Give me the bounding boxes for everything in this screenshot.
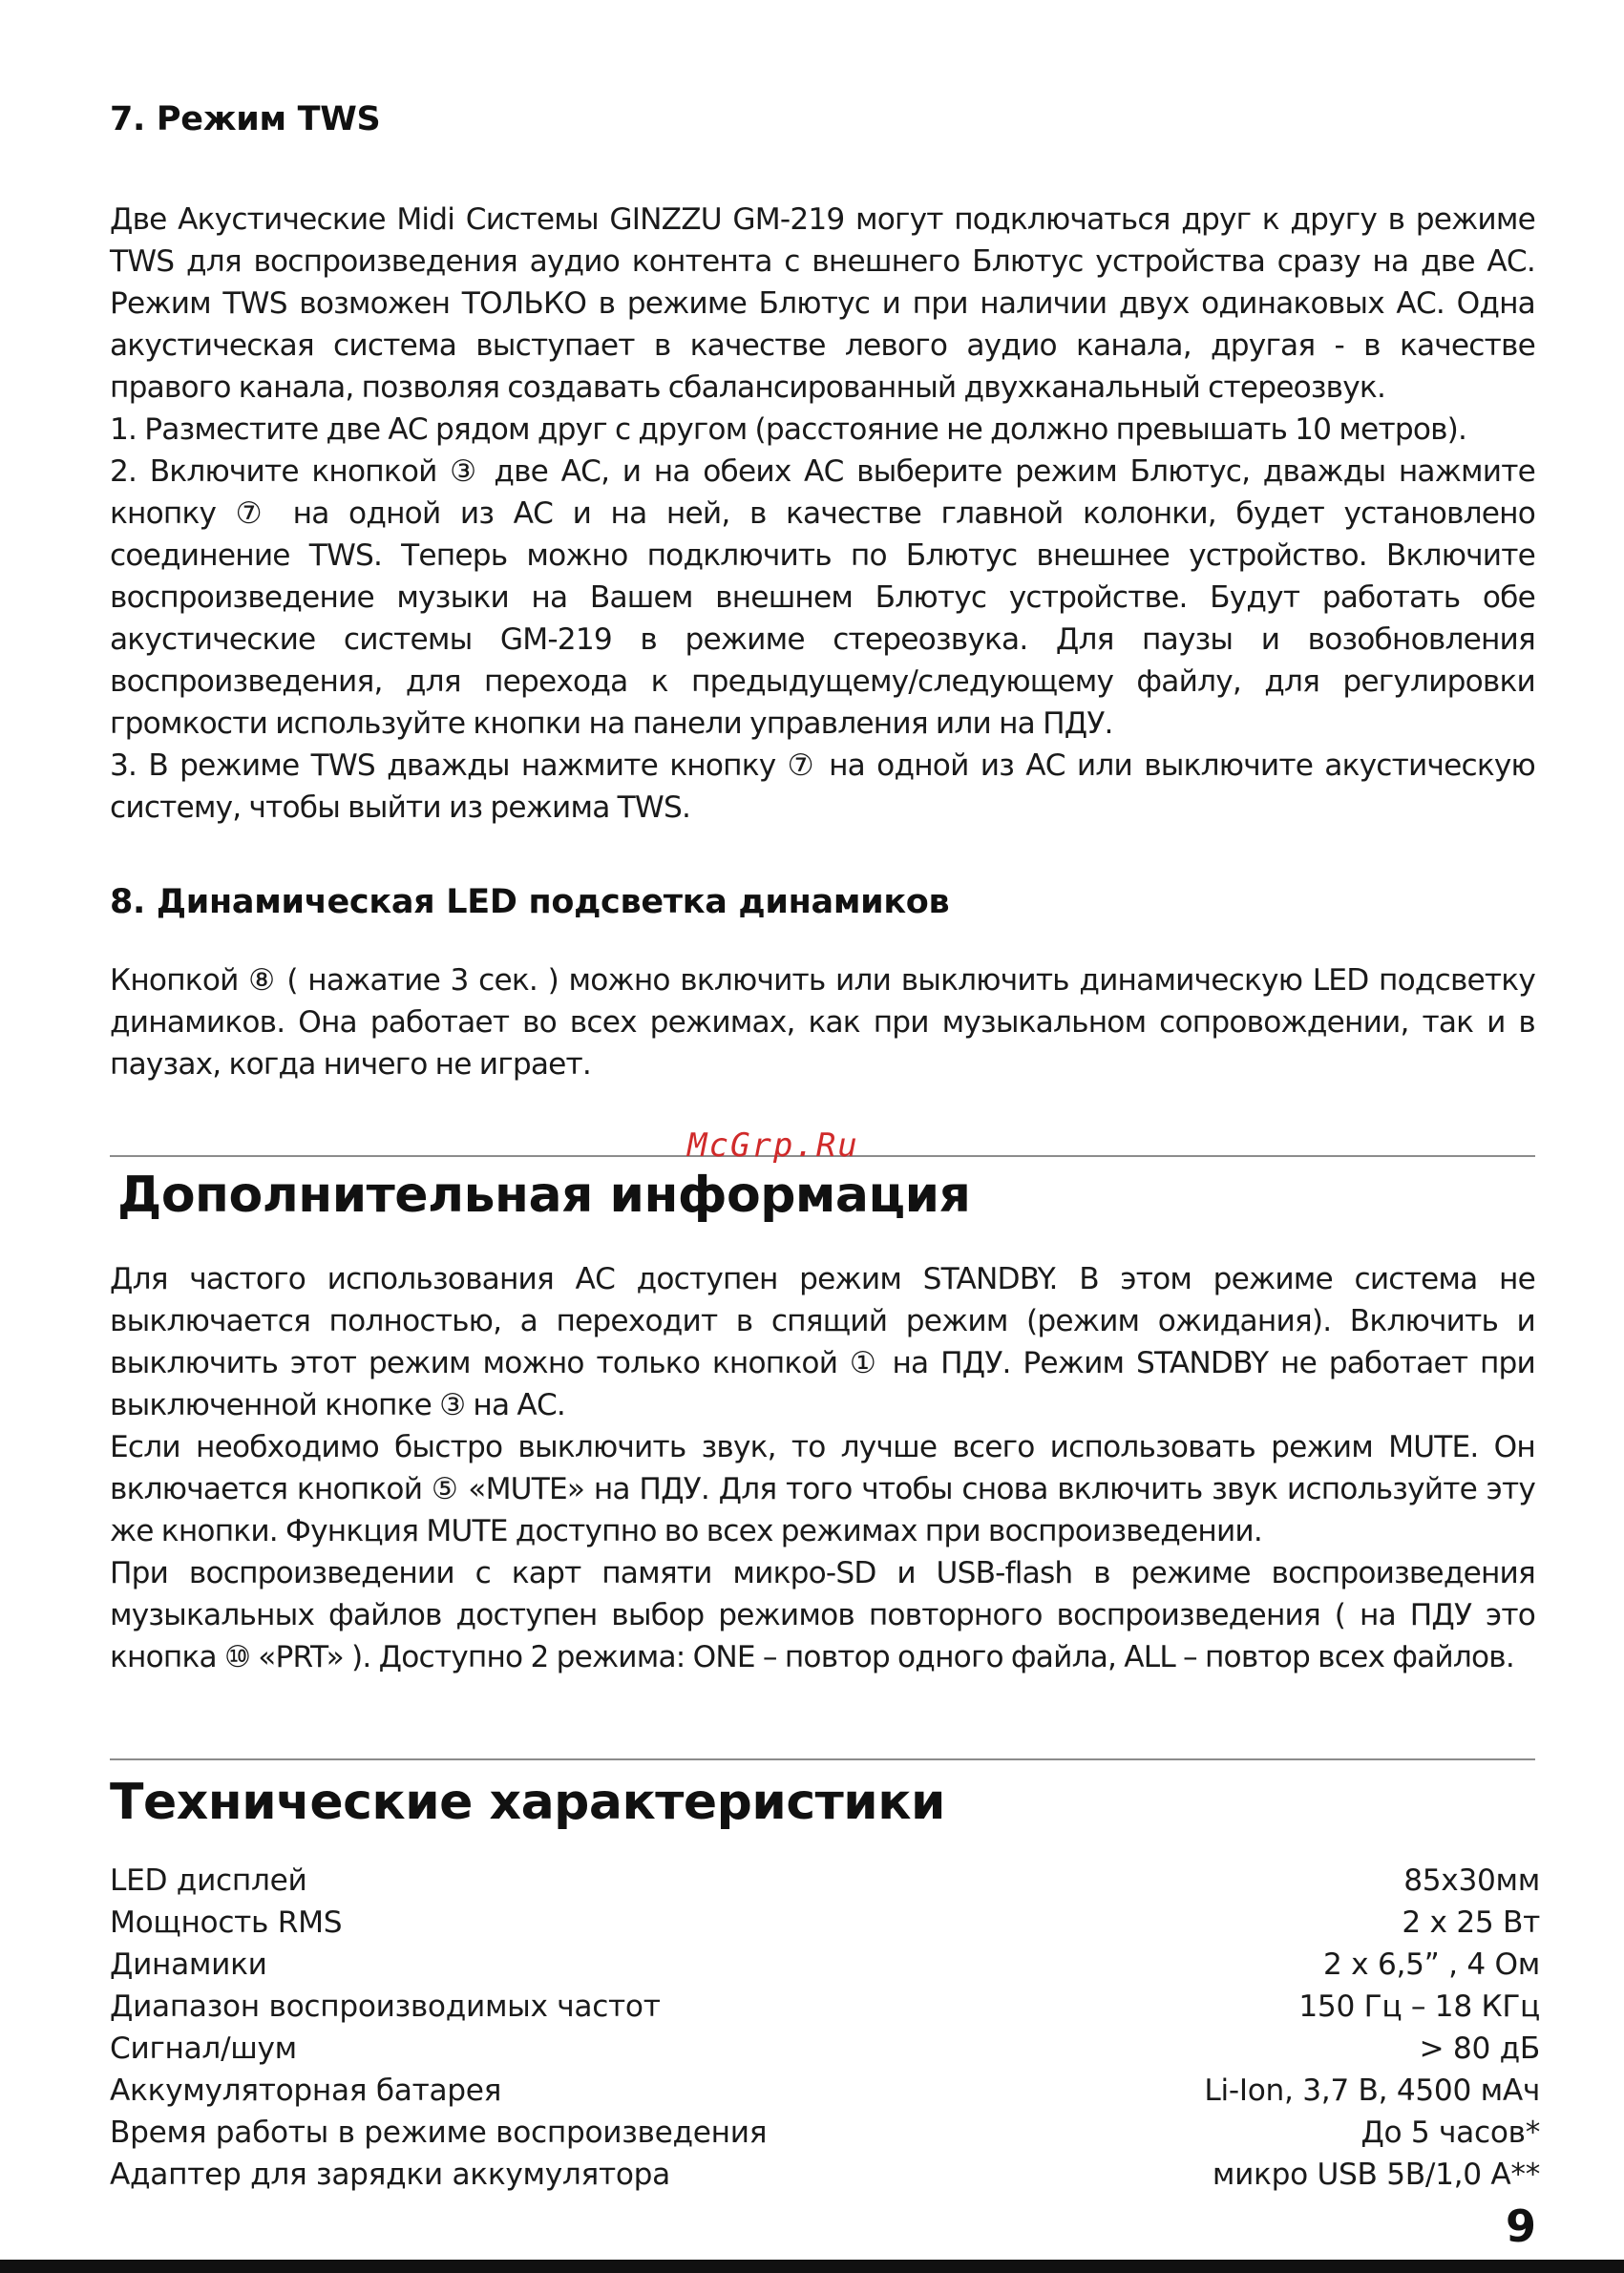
spec-label: Динамики — [110, 1947, 267, 1982]
led-body — [110, 959, 1535, 1085]
tws-intro: Две Акустические Midi Системы GINZZU GM-219 могут подключаться друг к другу в режиме TWS для воспроизведения аудио контента с внешнего Блютус устройства сразу на две АС. Режим TWS возможен ТОЛЬКО в режиме Блютус и при наличии двух одинаковых АС. Одна акустическая система выступает в качестве левого аудио канала, другая - в качестве правого канала, позволяя создавать сбалансированный двухканальный стереозвук. — [110, 202, 1535, 405]
spec-value: > 80 дБ — [1419, 2031, 1540, 2066]
led-text: Кнопкой ⑧ ( нажатие 3 сек. ) можно включить или выключить динамическую LED подсветку динамиков. Она работает во всех режимах, как при музыкальном сопровождении, так и в паузах, когда ничего не играет. — [110, 963, 1535, 1082]
standby-paragraph: Для частого использования АС доступен режим STANDBY. В этом режиме система не выключается полностью, а переходит в спящий режим (режим ожидания). Включить и выключить этот режим можно только кнопкой ① на ПДУ. Режим STANDBY не работает при выключенной кнопке ③ на АС. — [110, 1262, 1535, 1422]
spec-value: 2 x 25 Вт — [1402, 1905, 1540, 1940]
spec-value: До 5 часов* — [1360, 2115, 1540, 2150]
tws-step-1: 1. Разместите две АС рядом друг с другом (расстояние не должно превышать 10 метров). — [110, 412, 1467, 447]
spec-row — [110, 1902, 1540, 1944]
spec-row — [110, 2028, 1540, 2070]
tws-body — [110, 199, 1535, 829]
spec-row — [110, 2154, 1540, 2196]
led-heading: 8. Динамическая LED подсветка динамиков — [110, 883, 950, 921]
page-bottom-bar — [0, 2260, 1624, 2273]
additional-info-body — [110, 1258, 1535, 1678]
page-number: 9 — [1505, 2200, 1536, 2252]
additional-info-heading: Дополнительная информация — [117, 1167, 971, 1224]
spec-label: LED дисплей — [110, 1863, 307, 1898]
spec-row — [110, 2112, 1540, 2154]
spec-label: Сигнал/шум — [110, 2031, 297, 2066]
spec-label: Диапазон воспроизводимых частот — [110, 1989, 661, 2024]
tws-step-3: 3. В режиме TWS дважды нажмите кнопку ⑦ на одной из АС или выключите акустическую систему, чтобы выйти из режима TWS. — [110, 748, 1535, 825]
spec-label: Мощность RMS — [110, 1905, 343, 1940]
spec-row — [110, 1860, 1540, 1902]
watermark: McGrp.Ru — [687, 1126, 859, 1165]
tws-heading: 7. Режим TWS — [110, 100, 381, 138]
specs-heading: Технические характеристики — [110, 1774, 945, 1831]
spec-row — [110, 1986, 1540, 2028]
tws-step-2: 2. Включите кнопкой ③ две АС, и на обеих АС выберите режим Блютус, дважды нажмите кнопку ⑦ на одной из АС и на ней, в качестве главной колонки, будет установлено соединение TWS. Теперь можно подключить по Блютус внешнее устройство. Включите воспроизведение музыки на Вашем внешнем Блютус устройстве. Будут работать обе акустические системы GM-219 в режиме стереозвука. Для паузы и возобновления воспроизведения, для перехода к предыдущему/следующему файлу, для регулировки громкости используйте кнопки на панели управления или на ПДУ. — [110, 454, 1535, 741]
spec-row — [110, 2070, 1540, 2112]
spec-value: микро USB 5В/1,0 А** — [1212, 2157, 1540, 2192]
spec-value: 85x30мм — [1403, 1863, 1540, 1898]
spec-label: Аккумуляторная батарея — [110, 2073, 502, 2108]
mute-paragraph: Если необходимо быстро выключить звук, то лучше всего использовать режим MUTE. Он включается кнопкой ⑤ «MUTE» на ПДУ. Для того чтобы снова включить звук используйте эту же кнопки. Функция MUTE доступно во всех режимах при воспроизведении. — [110, 1430, 1535, 1548]
spec-row — [110, 1944, 1540, 1986]
spec-value: 2 x 6,5” , 4 Ом — [1323, 1947, 1540, 1982]
specs-table — [110, 1860, 1540, 2196]
spec-value: 150 Гц – 18 КГц — [1298, 1989, 1540, 2024]
section-divider — [110, 1758, 1535, 1760]
spec-value: Li-Ion, 3,7 В, 4500 мАч — [1204, 2073, 1540, 2108]
repeat-paragraph: При воспроизведении с карт памяти микро-SD и USB-flash в режиме воспроизведения музыкальных файлов доступен выбор режимов повторного воспроизведения ( на ПДУ это кнопка ⑩ «PRT» ). Доступно 2 режима: ONE – повтор одного файла, ALL – повтор всех файлов. — [110, 1556, 1535, 1674]
spec-label: Адаптер для зарядки аккумулятора — [110, 2157, 670, 2192]
spec-label: Время работы в режиме воспроизведения — [110, 2115, 768, 2150]
